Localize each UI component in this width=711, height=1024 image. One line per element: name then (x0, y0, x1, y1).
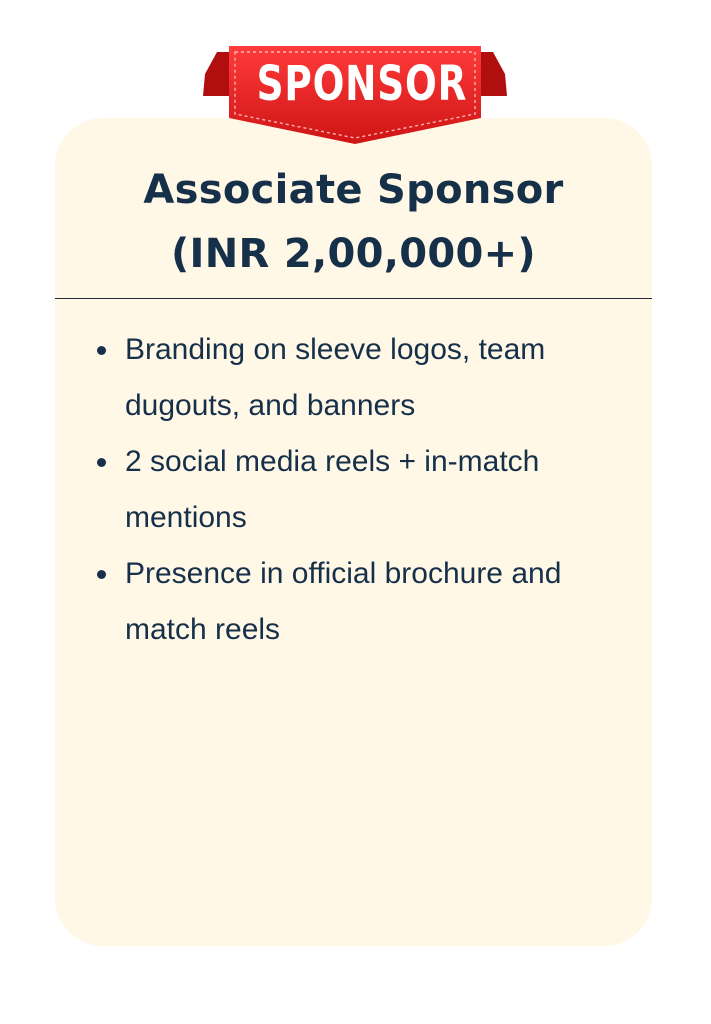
benefit-item (94, 322, 634, 434)
benefit-text: 2 social media reels + in-match mentions (125, 445, 540, 534)
benefit-item (94, 546, 634, 658)
benefit-text: Presence in official brochure and match reels (125, 557, 562, 646)
benefit-text: Branding on sleeve logos, team dugouts, and banners (125, 333, 546, 422)
bullet-dot-icon (97, 346, 106, 355)
benefits-list (94, 322, 634, 658)
sponsor-badge-label: SPONSOR (256, 56, 468, 112)
bullet-dot-icon (97, 458, 106, 467)
title-divider (55, 298, 652, 299)
bullet-dot-icon (97, 570, 106, 579)
tier-price: (INR 2,00,000+) (170, 231, 537, 277)
tier-title (55, 158, 652, 286)
tier-name: Associate Sponsor (143, 167, 564, 213)
benefit-item (94, 434, 634, 546)
